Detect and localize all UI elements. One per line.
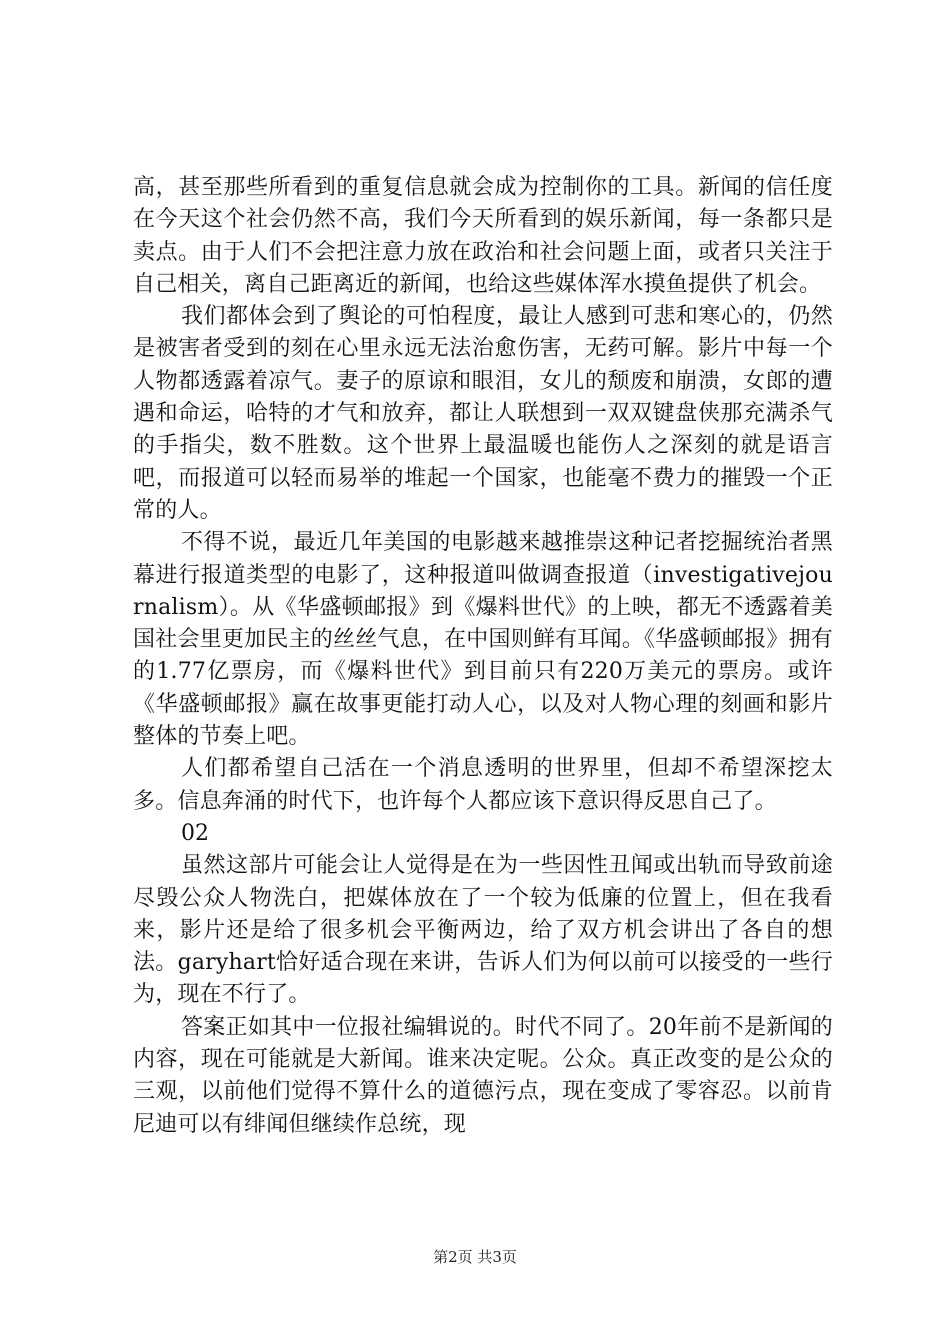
paragraph-6: 答案正如其中一位报社编辑说的。时代不同了。20年前不是新闻的内容，现在可能就是大新闻。谁来决定呢。公众。真正改变的是公众的三观，以前他们觉得不算什么的道德污点，现在变成了零容忍。以前肯尼迪可以有绯闻但继续作总统，现: [133, 1014, 833, 1137]
paragraph-2: 我们都体会到了舆论的可怕程度，最让人感到可悲和寒心的，仍然是被害者受到的刻在心里永远无法治愈伤害，无药可解。影片中每一个人物都透露着凉气。妻子的原谅和眼泪，女儿的颓废和崩溃，女郎的遭遇和命运，哈特的才气和放弃，都让人联想到一双双键盘侠那充满杀气的手指尖，数不胜数。这个世界上最温暖也能伤人之深刻的就是语言吧，而报道可以轻而易举的堆起一个国家，也能毫不费力的摧毁一个正常的人。: [133, 304, 833, 523]
paragraph-5: 虽然这部片可能会让人觉得是在为一些因性丑闻或出轨而导致前途尽毁公众人物洗白，把媒体放在了一个较为低廉的位置上，但在我看来，影片还是给了很多机会平衡两边，给了双方机会讲出了各自的想法。garyhart恰好适合现在来讲，告诉人们为何以前可以接受的一些行为，现在不行了。: [133, 853, 833, 1008]
page-footer: 第2页 共3页: [433, 1248, 517, 1266]
section-number: 02: [181, 820, 209, 846]
document-body: [133, 172, 833, 1141]
paragraph-3: 不得不说，最近几年美国的电影越来越推崇这种记者挖掘统治者黑幕进行报道类型的电影了，这种报道叫做调查报道（investigativejournalism）。从《华盛顿邮报》到《爆料世代》的上映，都无不透露着美国社会里更加民主的丝丝气息，在中国则鲜有耳闻。《华盛顿邮报》拥有的1.77亿票房，而《爆料世代》到目前只有220万美元的票房。或许《华盛顿邮报》赢在故事更能打动人心，以及对人物心理的刻画和影片整体的节奏上吧。: [133, 530, 833, 750]
paragraph-4: 人们都希望自己活在一个消息透明的世界里，但却不希望深挖太多。信息奔涌的时代下，也许每个人都应该下意识得反思自己了。: [133, 756, 833, 814]
paragraph-1: 高，甚至那些所看到的重复信息就会成为控制你的工具。新闻的信任度在今天这个社会仍然不高，我们今天所看到的娱乐新闻，每一条都只是卖点。由于人们不会把注意力放在政治和社会问题上面，或者只关注于自己相关，离自己距离近的新闻，也给这些媒体浑水摸鱼提供了机会。: [133, 175, 833, 297]
